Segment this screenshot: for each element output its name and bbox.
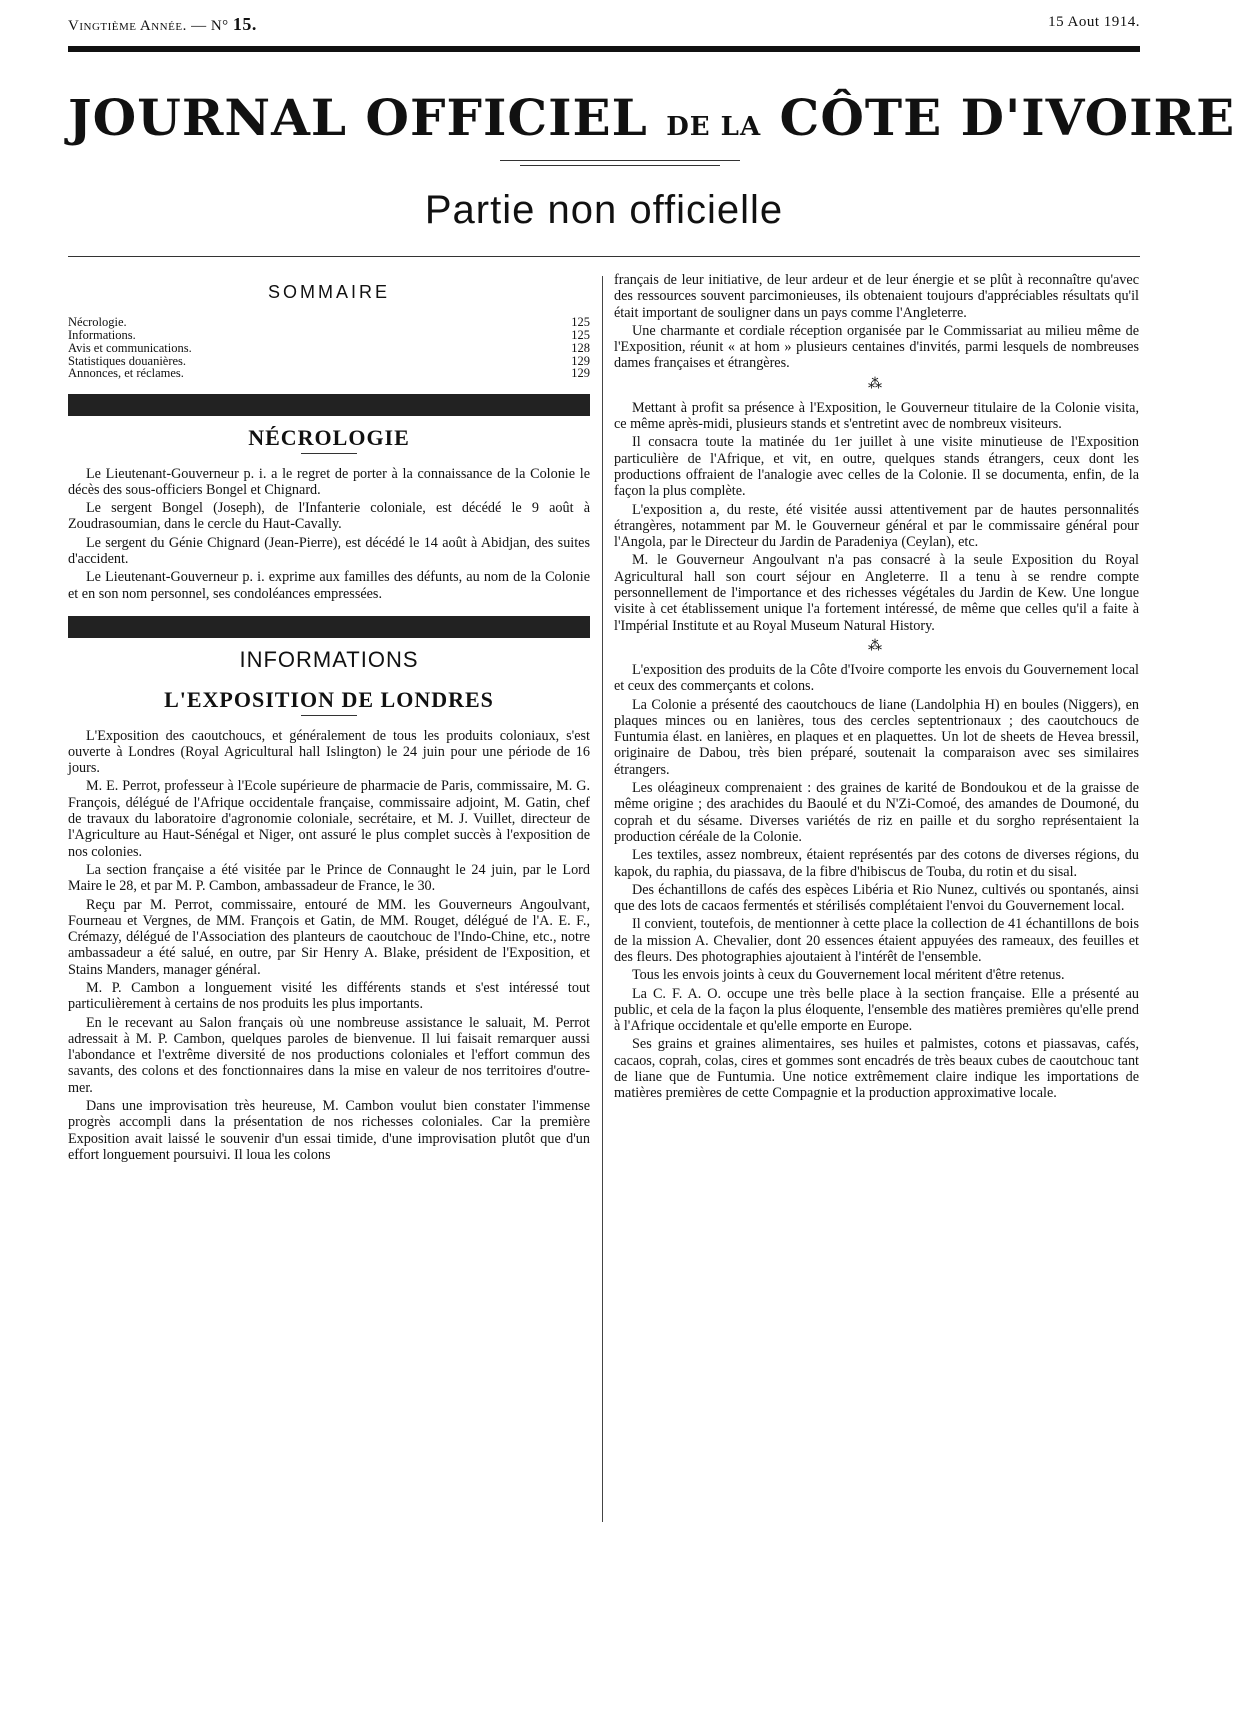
paragraph: M. le Gouverneur Angoulvant n'a pas consacré à la seule Exposition du Royal Agricultural hall son court séjour en Angleterre. Il a tenu à se rendre compte personnellement de l'importance et des richesses végétales du Jardin de Kew. Une longue visite à cet établissement unique l'a fortement intéressé, de même que celles qu'il a faite à l'Impérial Institute et au Royal Museum Natural History. [614,552,1139,634]
paragraph: Mettant à profit sa présence à l'Exposition, le Gouverneur titulaire de la Colonie visita, ce même après-midi, plusieurs stands et s'entretint avec de nombreux visiteurs. [614,399,1139,433]
paragraph: Il consacra toute la matinée du 1er juillet à une visite minutieuse de l'Exposition particulière de l'Afrique, et vit, en outre, quelques stands étrangers, ceux dont les productions offraient de l'analogie avec celles de la Colonie. Il se documenta, enfin, de la façon la plus complète. [614,434,1139,500]
right-column [614,272,1139,1104]
paragraph: La Colonie a présenté des caoutchoucs de liane (Landolphia H) en boules (Niggers), en plaques minces ou en lanières, tous des cercles septentrionaux ; des caoutchoucs de Funtumia élast. en lanières, en plaques et en plaquettes. Un lot de sheets de Hevea bressil, originaire de Dabou, très bien préparé, soutenait la comparaison avec ses similaires étrangers. [614,696,1139,778]
title-rule [301,453,357,454]
section-subtitle: Partie non officielle [424,188,784,232]
toc-item[interactable]: Nécrologie. 125 [68,315,590,330]
section-separator: ⁂ [868,376,885,392]
paragraph: français de leur initiative, de leur ardeur et de leur énergie et se plût à reconnaître qu'avec des ressources souvent parcimonieuses, ils obtenaient toujours d'appréciables résultats qu'il était important de souligner dans un pays comme l'Angleterre. [614,272,1139,321]
exposition-title: L'EXPOSITION DE LONDRES [164,687,494,713]
informations-title: INFORMATIONS [239,646,419,672]
ornament-band [68,394,590,416]
paragraph: Les oléagineux comprenaient : des graines de karité de Bondoukou et de la graisse de même origine ; des arachides du Baoulé et du N'Zi-Comoé, des amandes de Doumoné, du coprah et du sésame. Diverses variétés de riz en paille et du sorgho représentaient la production céréale de la Colonie. [614,780,1139,845]
paragraph: Le Lieutenant-Gouverneur p. i. exprime aux familles des défunts, au nom de la Colonie et en son nom personnel, ses condoléances empressées. [68,569,590,602]
issue-date: 15 Aout 1914. [1048,14,1140,30]
paragraph: L'Exposition des caoutchoucs, et généralement de tous les produits coloniaux, s'est ouverte à Londres (Royal Agricultural hall Islington) le 24 juin pour une période de 16 jours. [68,727,590,777]
paragraph: Le sergent Bongel (Joseph), de l'Infanterie coloniale, est décédé le 9 août à Zoudrasoumian, dans le cercle du Haut-Cavally. [68,500,590,533]
paragraph: M. P. Cambon a longuement visité les différents stands et s'est intéressé tout particulièrement à certains de nos produits les plus importants. [68,980,590,1013]
paragraph: M. E. Perrot, professeur à l'Ecole supérieure de pharmacie de Paris, commissaire, M. G. François, délégué de l'Afrique occidentale française, commissaire adjoint, M. Gatin, chef de travaux du laboratoire d'agronomie coloniale, secrétaire, et M. J. Vuillet, directeur de l'Agriculture au Haut-Sénégal et Niger, ont assuré le plus complet succès à l'exposition de nos colonies. [68,778,590,860]
column-divider [602,276,603,1522]
paragraph: Tous les envois joints à ceux du Gouvernement local méritent d'être retenus. [632,967,1065,984]
issue-line: Vingtième Année. — N° 15. [68,14,257,34]
masthead: JOURNAL OFFICIEL DE LA CÔTE D'IVOIRE [68,88,1235,147]
masthead-rule-2 [520,165,720,166]
toc-item[interactable]: Avis et communications. 128 [68,340,590,355]
ornament-band [68,616,590,638]
necrologie-title: NÉCROLOGIE [248,425,410,451]
paragraph: Une charmante et cordiale réception organisée par le Commissariat au milieu même de l'Exposition, réunit « at hom » plusieurs centaines d'invités, parmi lesquels de nombreuses dames françaises et étrangères. [614,322,1139,372]
toc-item[interactable]: Statistiques douanières. 129 [68,353,590,368]
paragraph: Le Lieutenant-Gouverneur p. i. a le regret de porter à la connaissance de la Colonie le décès des sous-officiers Bongel et Chignard. [68,465,590,498]
paragraph: Reçu par M. Perrot, commissaire, entouré de MM. les Gouverneurs Angoulvant, Fourneau et Vergnes, de MM. François et Gatin, de MM. Rouget, délégué de l'A. E. F., Crémazy, délégué de l'Association des planteurs de caoutchouc de l'Indo-Chine, etc., notre ambassadeur a été salué, en outre, par Sir Henry A. Blake, président de l'Exposition, et Stains Manders, manager général. [68,896,590,978]
paragraph: Les textiles, assez nombreux, étaient représentés par des cotons de diverses régions, du kapok, du raphia, du piassava, de la fibre d'hibiscus de Touba, du rotin et du sisal. [614,847,1139,880]
toc-item[interactable]: Annonces, et réclames. 129 [68,366,590,381]
subtitle-rule [68,256,1140,257]
section-separator: ⁂ [868,638,885,654]
sommaire-list [68,316,590,380]
paragraph: Le sergent du Génie Chignard (Jean-Pierre), est décédé le 14 août à Abidjan, des suites d'accident. [68,534,590,568]
paragraph: La C. F. A. O. occupe une très belle place à la section française. Elle a présenté au public, et cela de la façon la plus éloquente, l'ensemble des matières premières qu'elle prend à l'Afrique occidentale et qu'elle emporte en Europe. [614,985,1139,1035]
paragraph: Ses grains et graines alimentaires, ses huiles et palmistes, cotons et piassavas, cafés, cacaos, coprah, colas, cires et gommes sont encadrés de très beaux cubes de caoutchouc tant de liane que de Funtumia. Une notice extrêmement claire indique les importations de matières premières de cette Compagnie et la production approximative locale. [614,1036,1139,1102]
paragraph: Dans une improvisation très heureuse, M. Cambon voulut bien constater l'immense progrès accompli dans la présentation de nos richesses coloniales. Car la première Exposition avait laissé le souvenir d'un essai timide, d'une improvisation plutôt que d'un effort longuement poursuivi. Il loua les colons [68,1098,590,1163]
left-column [68,272,590,1165]
paragraph: Il convient, toutefois, de mentionner à cette place la collection de 41 échantillons de bois de la mission A. Chevalier, dont 20 essences étaient appuyées des rameaux, des feuilles et des fleurs. Des photographies ajoutaient à l'intérêt de l'ensemble. [614,916,1139,965]
masthead-rule [500,160,740,161]
paragraph: La section française a été visitée par le Prince de Connaught le 24 juin, par le Lord Maire le 28, et par M. P. Cambon, ambassadeur de France, le 30. [68,861,590,895]
paragraph: L'exposition des produits de la Côte d'Ivoire comporte les envois du Gouvernement local et ceux des commerçants et colons. [614,661,1139,695]
paragraph: En le recevant au Salon français où une nombreuse assistance le saluait, M. Perrot adressait à M. P. Cambon, quelques paroles de bienvenue. Il lui faisait remarquer aussi l'abondance et l'extrême diversité de nos productions coloniales et l'effort commun des savants, des colons et des fonctionnaires dans la mise en valeur de nos territoires d'outre-mer. [68,1014,590,1096]
page-header [68,14,1140,35]
paragraph: L'exposition a, du reste, été visitée aussi attentivement par de hautes personnalités étrangères, notamment par M. le Gouverneur général et par le commissaire général pour l'Angola, par le Directeur du Jardin de Paradeniya (Ceylan), etc. [614,501,1139,551]
title-rule [301,715,357,716]
sommaire-title: SOMMAIRE [267,282,390,302]
header-rule [68,46,1140,52]
toc-item[interactable]: Informations. 125 [68,328,590,343]
paragraph: Des échantillons de cafés des espèces Libéria et Rio Nunez, cultivés ou spontanés, ainsi que des lots de cacaos fermentés et stérilisés complétaient l'envoi du Gouvernement local. [614,881,1139,915]
